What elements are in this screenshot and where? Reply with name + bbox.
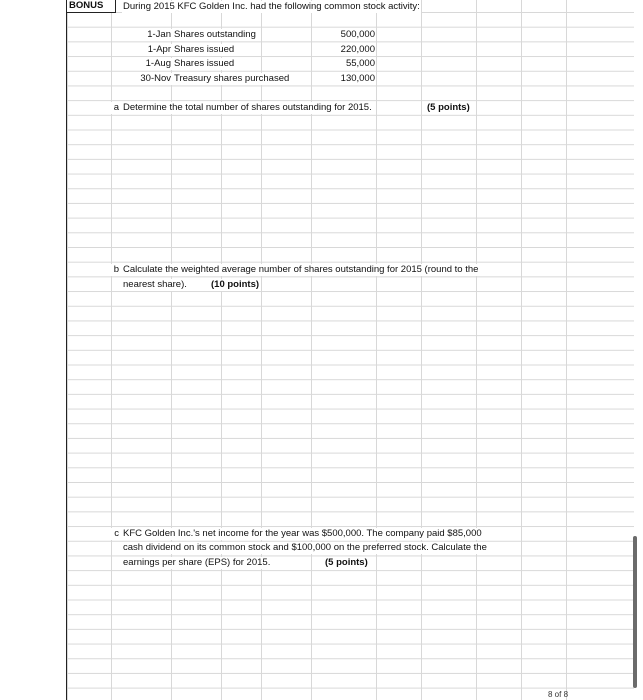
activity-desc: Shares issued — [174, 58, 235, 69]
activity-amount: 220,000 — [320, 44, 376, 56]
question-a-points: (5 points) — [427, 102, 470, 113]
column-divider — [476, 0, 477, 700]
bonus-label: BONUS — [66, 0, 116, 13]
activity-desc: Treasury shares purchased — [174, 73, 290, 84]
question-c-points: (5 points) — [325, 557, 368, 568]
activity-date: 30-Nov — [130, 73, 172, 85]
activity-date: 1-Aug — [130, 58, 172, 70]
question-b-line2: nearest share). — [123, 279, 187, 290]
column-divider — [376, 0, 377, 700]
activity-desc: Shares outstanding — [174, 29, 256, 40]
activity-date: 1-Jan — [130, 29, 172, 41]
question-a-letter: a — [104, 102, 120, 114]
question-c-line2: cash dividend on its common stock and $100,000 on the preferred stock. Calculate the — [123, 542, 487, 553]
column-divider — [521, 0, 522, 700]
column-divider — [421, 0, 422, 700]
question-c-line3: earnings per share (EPS) for 2015. — [123, 557, 271, 568]
activity-desc: Shares issued — [174, 44, 235, 55]
column-divider — [566, 0, 567, 700]
vertical-scrollbar[interactable] — [633, 536, 637, 688]
activity-amount: 55,000 — [320, 58, 376, 70]
activity-amount: 500,000 — [320, 29, 376, 41]
intro-text: During 2015 KFC Golden Inc. had the following common stock activity: — [123, 1, 420, 12]
page-number: 8 of 8 — [548, 690, 569, 699]
question-c-letter: c — [104, 528, 120, 540]
question-b-points: (10 points) — [211, 279, 260, 290]
question-a-text: Determine the total number of shares outstanding for 2015. — [123, 102, 372, 113]
question-c-line1: KFC Golden Inc.'s net income for the year was $500,000. The company paid $85,000 — [123, 528, 482, 539]
activity-date: 1-Apr — [130, 44, 172, 56]
activity-amount: 130,000 — [320, 73, 376, 85]
question-b-line1: Calculate the weighted average number of shares outstanding for 2015 (round to the — [123, 264, 479, 275]
question-b-letter: b — [104, 264, 120, 276]
